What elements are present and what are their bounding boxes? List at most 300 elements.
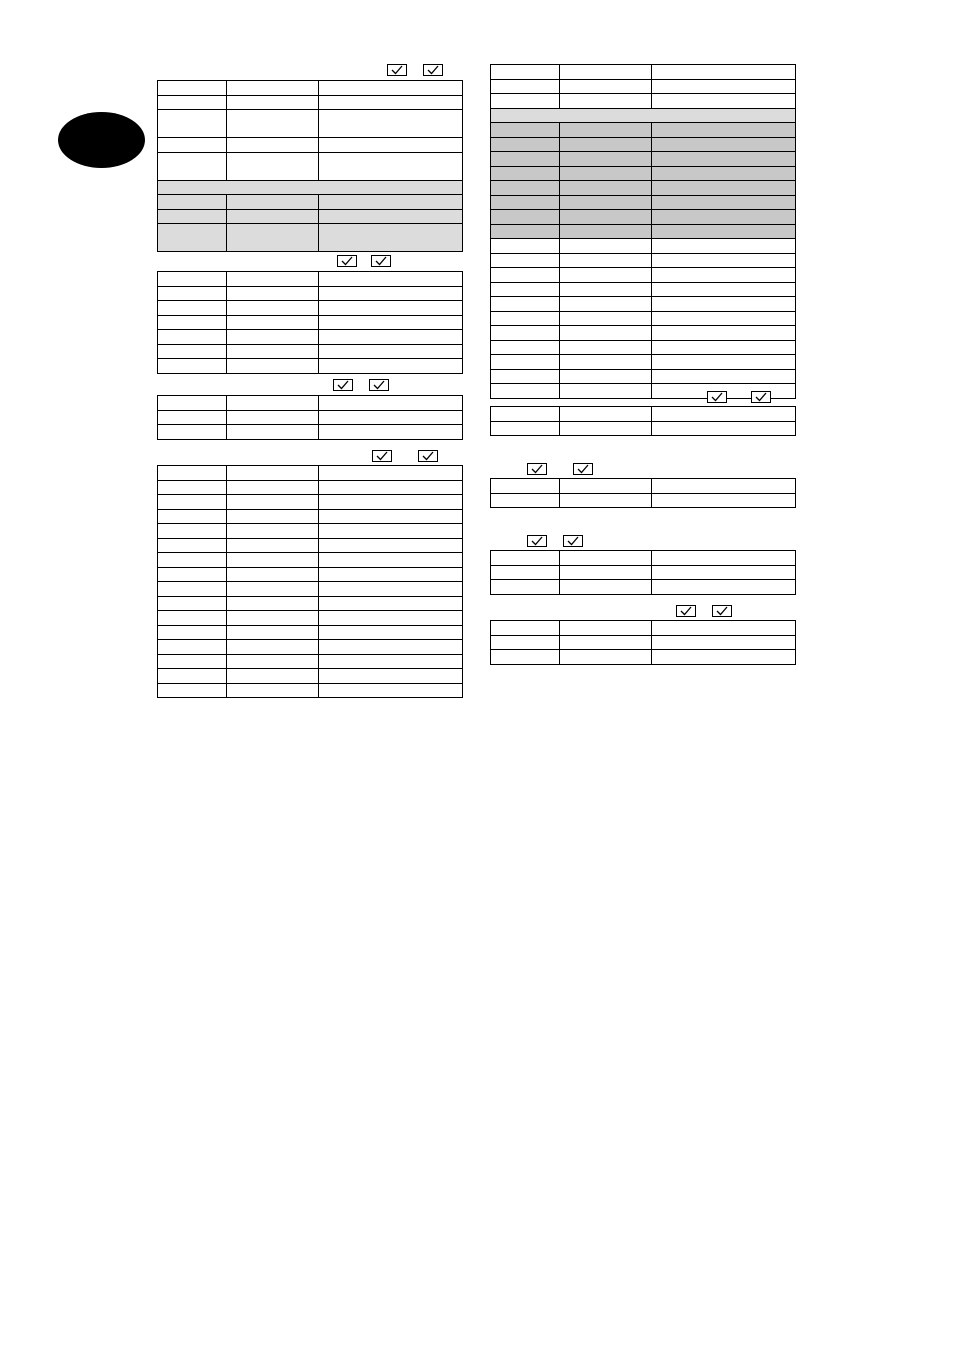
table-cell	[491, 369, 560, 384]
table-cell	[491, 181, 560, 196]
table-cell	[560, 580, 652, 595]
table-cell	[652, 79, 796, 94]
table-row	[491, 326, 796, 341]
table-cell	[158, 553, 227, 568]
table-cell	[652, 479, 796, 494]
table-cell	[227, 138, 319, 153]
table-cell	[560, 166, 652, 181]
table-row	[158, 466, 463, 481]
table-row	[491, 635, 796, 650]
table-cell	[491, 565, 560, 580]
table-cell	[227, 480, 319, 495]
table-cell	[319, 567, 463, 582]
table-cell	[158, 180, 463, 195]
table-row	[491, 108, 796, 123]
table-cell	[491, 355, 560, 370]
table-cell	[491, 210, 560, 225]
table-cell	[560, 282, 652, 297]
table-row	[158, 669, 463, 684]
table-r2	[490, 406, 796, 436]
table-cell	[491, 195, 560, 210]
table-l1	[157, 80, 463, 252]
table-cell	[227, 524, 319, 539]
table-row	[158, 396, 463, 411]
table-row	[491, 355, 796, 370]
table-row	[158, 359, 463, 374]
table-cell	[560, 551, 652, 566]
table-row	[491, 311, 796, 326]
table-cell	[560, 384, 652, 399]
table-row	[491, 94, 796, 109]
table-cell	[491, 407, 560, 422]
table-cell	[227, 567, 319, 582]
table-cell	[158, 582, 227, 597]
table-cell	[227, 538, 319, 553]
checked-box-icon	[371, 255, 391, 267]
table-row	[491, 181, 796, 196]
table-cell	[560, 650, 652, 665]
section-tab-marker	[58, 112, 145, 168]
table-r3	[490, 478, 796, 508]
table-row	[158, 301, 463, 316]
table-cell	[158, 654, 227, 669]
table-cell	[652, 621, 796, 636]
table-cell	[491, 311, 560, 326]
table-cell	[158, 110, 227, 138]
table-cell	[319, 466, 463, 481]
table-cell	[652, 635, 796, 650]
table-row	[158, 410, 463, 425]
table-cell	[319, 209, 463, 224]
table-cell	[158, 480, 227, 495]
table-row	[491, 79, 796, 94]
table-cell	[652, 253, 796, 268]
table-cell	[227, 330, 319, 345]
table-cell	[227, 509, 319, 524]
table-cell	[652, 224, 796, 239]
checked-box-icon	[387, 64, 407, 76]
table-cell	[227, 425, 319, 440]
table-l3	[157, 395, 463, 440]
table-cell	[319, 195, 463, 210]
table-cell	[158, 495, 227, 510]
table-cell	[158, 669, 227, 684]
checked-box-icon	[369, 379, 389, 391]
table-cell	[652, 268, 796, 283]
table-row	[491, 282, 796, 297]
table-cell	[319, 553, 463, 568]
table-cell	[227, 315, 319, 330]
table-row	[158, 524, 463, 539]
checkbox-pair-l4	[372, 450, 438, 462]
table-row	[491, 340, 796, 355]
table-cell	[560, 369, 652, 384]
table-row	[158, 480, 463, 495]
table-cell	[560, 65, 652, 80]
table-cell	[158, 683, 227, 698]
table-cell	[227, 625, 319, 640]
table-cell	[491, 268, 560, 283]
table-cell	[319, 224, 463, 252]
table-row	[158, 272, 463, 287]
table-cell	[491, 239, 560, 254]
table-cell	[560, 421, 652, 436]
table-cell	[491, 108, 796, 123]
table-cell	[319, 669, 463, 684]
table-cell	[560, 340, 652, 355]
table-cell	[158, 95, 227, 110]
table-r5	[490, 620, 796, 665]
checked-box-icon	[418, 450, 438, 462]
table-cell	[652, 181, 796, 196]
checked-box-icon	[751, 391, 771, 403]
table-cell	[319, 625, 463, 640]
checked-box-icon	[333, 379, 353, 391]
table-cell	[560, 152, 652, 167]
table-cell	[319, 524, 463, 539]
table-cell	[491, 297, 560, 312]
table-cell	[491, 94, 560, 109]
table-row	[491, 123, 796, 138]
table-row	[491, 479, 796, 494]
table-cell	[319, 596, 463, 611]
table-row	[491, 565, 796, 580]
table-row	[158, 180, 463, 195]
table-row	[158, 654, 463, 669]
table-cell	[491, 621, 560, 636]
table-cell	[652, 421, 796, 436]
table-row	[158, 596, 463, 611]
table-cell	[319, 611, 463, 626]
checked-box-icon	[676, 605, 696, 617]
table-cell	[158, 344, 227, 359]
table-cell	[491, 166, 560, 181]
table-row	[158, 495, 463, 510]
table-row	[158, 683, 463, 698]
table-row	[158, 110, 463, 138]
table-cell	[560, 565, 652, 580]
table-row	[158, 567, 463, 582]
table-cell	[560, 94, 652, 109]
table-cell	[158, 330, 227, 345]
table-cell	[560, 493, 652, 508]
table-cell	[158, 538, 227, 553]
checked-box-icon	[337, 255, 357, 267]
table-cell	[227, 195, 319, 210]
table-cell	[319, 359, 463, 374]
table-row	[158, 344, 463, 359]
table-row	[491, 621, 796, 636]
table-cell	[158, 315, 227, 330]
table-row	[491, 224, 796, 239]
table-cell	[158, 425, 227, 440]
table-cell	[227, 669, 319, 684]
table-cell	[652, 355, 796, 370]
checkbox-pair-l1	[387, 64, 443, 76]
checked-box-icon	[712, 605, 732, 617]
table-cell	[158, 640, 227, 655]
table-cell	[652, 195, 796, 210]
checkbox-pair-l3	[333, 379, 389, 391]
table-cell	[158, 611, 227, 626]
table-cell	[491, 65, 560, 80]
table-cell	[652, 282, 796, 297]
table-row	[491, 268, 796, 283]
table-cell	[560, 326, 652, 341]
table-cell	[227, 81, 319, 96]
table-row	[158, 195, 463, 210]
table-r4	[490, 550, 796, 595]
table-cell	[319, 286, 463, 301]
table-cell	[652, 311, 796, 326]
table-cell	[560, 239, 652, 254]
table-cell	[560, 297, 652, 312]
table-cell	[319, 495, 463, 510]
table-cell	[560, 79, 652, 94]
table-row	[158, 425, 463, 440]
table-cell	[652, 152, 796, 167]
table-cell	[652, 210, 796, 225]
table-cell	[652, 326, 796, 341]
table-cell	[491, 421, 560, 436]
table-row	[491, 421, 796, 436]
table-row	[158, 138, 463, 153]
table-cell	[491, 650, 560, 665]
table-cell	[652, 493, 796, 508]
table-cell	[491, 384, 560, 399]
table-cell	[652, 580, 796, 595]
table-cell	[491, 123, 560, 138]
table-cell	[227, 654, 319, 669]
table-cell	[491, 635, 560, 650]
table-row	[158, 209, 463, 224]
table-cell	[227, 301, 319, 316]
table-cell	[491, 326, 560, 341]
table-cell	[158, 195, 227, 210]
table-cell	[319, 509, 463, 524]
checked-box-icon	[372, 450, 392, 462]
table-cell	[227, 344, 319, 359]
table-cell	[158, 301, 227, 316]
checked-box-icon	[423, 64, 443, 76]
table-cell	[560, 407, 652, 422]
table-cell	[158, 567, 227, 582]
table-cell	[652, 565, 796, 580]
table-row	[491, 152, 796, 167]
table-cell	[491, 551, 560, 566]
checked-box-icon	[527, 463, 547, 475]
table-cell	[227, 272, 319, 287]
table-cell	[158, 81, 227, 96]
table-cell	[319, 640, 463, 655]
table-row	[491, 239, 796, 254]
table-cell	[227, 209, 319, 224]
table-cell	[560, 253, 652, 268]
table-cell	[560, 355, 652, 370]
table-cell	[652, 369, 796, 384]
table-cell	[227, 410, 319, 425]
table-row	[158, 152, 463, 180]
table-cell	[227, 110, 319, 138]
table-cell	[158, 625, 227, 640]
table-cell	[158, 509, 227, 524]
table-cell	[491, 224, 560, 239]
table-cell	[319, 582, 463, 597]
checked-box-icon	[707, 391, 727, 403]
table-cell	[158, 286, 227, 301]
table-cell	[652, 166, 796, 181]
table-cell	[652, 239, 796, 254]
table-cell	[158, 410, 227, 425]
checkbox-pair-r4	[527, 535, 583, 547]
table-cell	[560, 268, 652, 283]
table-row	[158, 81, 463, 96]
table-row	[158, 582, 463, 597]
table-cell	[560, 195, 652, 210]
table-cell	[227, 611, 319, 626]
checked-box-icon	[573, 463, 593, 475]
table-cell	[319, 138, 463, 153]
table-row	[158, 330, 463, 345]
table-cell	[652, 297, 796, 312]
table-row	[491, 369, 796, 384]
table-cell	[158, 138, 227, 153]
table-cell	[227, 640, 319, 655]
table-cell	[227, 152, 319, 180]
table-cell	[319, 272, 463, 287]
table-cell	[319, 683, 463, 698]
table-cell	[158, 272, 227, 287]
table-row	[491, 551, 796, 566]
table-row	[158, 286, 463, 301]
table-cell	[491, 340, 560, 355]
checkbox-pair-l2	[337, 255, 391, 267]
table-cell	[319, 95, 463, 110]
checkbox-pair-r3	[527, 463, 593, 475]
table-cell	[491, 152, 560, 167]
table-row	[491, 166, 796, 181]
table-cell	[158, 224, 227, 252]
table-cell	[227, 596, 319, 611]
table-cell	[491, 137, 560, 152]
table-cell	[652, 94, 796, 109]
table-cell	[652, 65, 796, 80]
table-cell	[227, 95, 319, 110]
table-l4	[157, 465, 463, 698]
checked-box-icon	[563, 535, 583, 547]
table-row	[158, 224, 463, 252]
table-cell	[319, 654, 463, 669]
table-cell	[560, 123, 652, 138]
table-cell	[652, 123, 796, 138]
table-cell	[491, 479, 560, 494]
table-cell	[560, 181, 652, 196]
table-cell	[158, 466, 227, 481]
table-cell	[158, 359, 227, 374]
table-cell	[491, 493, 560, 508]
table-cell	[652, 407, 796, 422]
table-cell	[227, 466, 319, 481]
table-cell	[227, 286, 319, 301]
table-row	[158, 95, 463, 110]
table-cell	[560, 479, 652, 494]
table-row	[491, 210, 796, 225]
table-cell	[319, 315, 463, 330]
table-cell	[227, 224, 319, 252]
table-cell	[652, 340, 796, 355]
table-cell	[319, 538, 463, 553]
table-row	[491, 650, 796, 665]
table-row	[158, 625, 463, 640]
table-cell	[227, 582, 319, 597]
table-cell	[319, 110, 463, 138]
table-cell	[158, 596, 227, 611]
table-cell	[560, 621, 652, 636]
table-row	[158, 315, 463, 330]
table-row	[491, 493, 796, 508]
table-cell	[652, 650, 796, 665]
table-cell	[319, 152, 463, 180]
table-row	[158, 538, 463, 553]
table-cell	[560, 137, 652, 152]
table-cell	[491, 580, 560, 595]
table-cell	[319, 480, 463, 495]
table-row	[491, 65, 796, 80]
table-cell	[158, 524, 227, 539]
table-row	[491, 253, 796, 268]
table-cell	[560, 635, 652, 650]
table-cell	[560, 210, 652, 225]
table-cell	[227, 396, 319, 411]
table-row	[158, 553, 463, 568]
table-cell	[652, 551, 796, 566]
table-cell	[319, 81, 463, 96]
table-l2	[157, 271, 463, 374]
table-cell	[491, 282, 560, 297]
table-cell	[560, 224, 652, 239]
table-cell	[319, 410, 463, 425]
table-row	[491, 297, 796, 312]
table-row	[491, 407, 796, 422]
table-cell	[158, 396, 227, 411]
checked-box-icon	[527, 535, 547, 547]
table-row	[158, 640, 463, 655]
table-cell	[560, 311, 652, 326]
table-cell	[491, 79, 560, 94]
table-row	[158, 611, 463, 626]
table-cell	[227, 553, 319, 568]
table-cell	[319, 301, 463, 316]
table-cell	[158, 152, 227, 180]
table-r1	[490, 64, 796, 399]
table-cell	[491, 253, 560, 268]
table-row	[491, 137, 796, 152]
table-cell	[319, 425, 463, 440]
table-cell	[227, 683, 319, 698]
table-cell	[227, 359, 319, 374]
checkbox-pair-r5	[676, 605, 732, 617]
table-cell	[319, 396, 463, 411]
table-cell	[319, 344, 463, 359]
table-row	[491, 195, 796, 210]
table-cell	[652, 137, 796, 152]
table-row	[491, 580, 796, 595]
checkbox-pair-r2	[707, 391, 771, 403]
table-row	[158, 509, 463, 524]
table-cell	[319, 330, 463, 345]
table-cell	[227, 495, 319, 510]
table-cell	[158, 209, 227, 224]
